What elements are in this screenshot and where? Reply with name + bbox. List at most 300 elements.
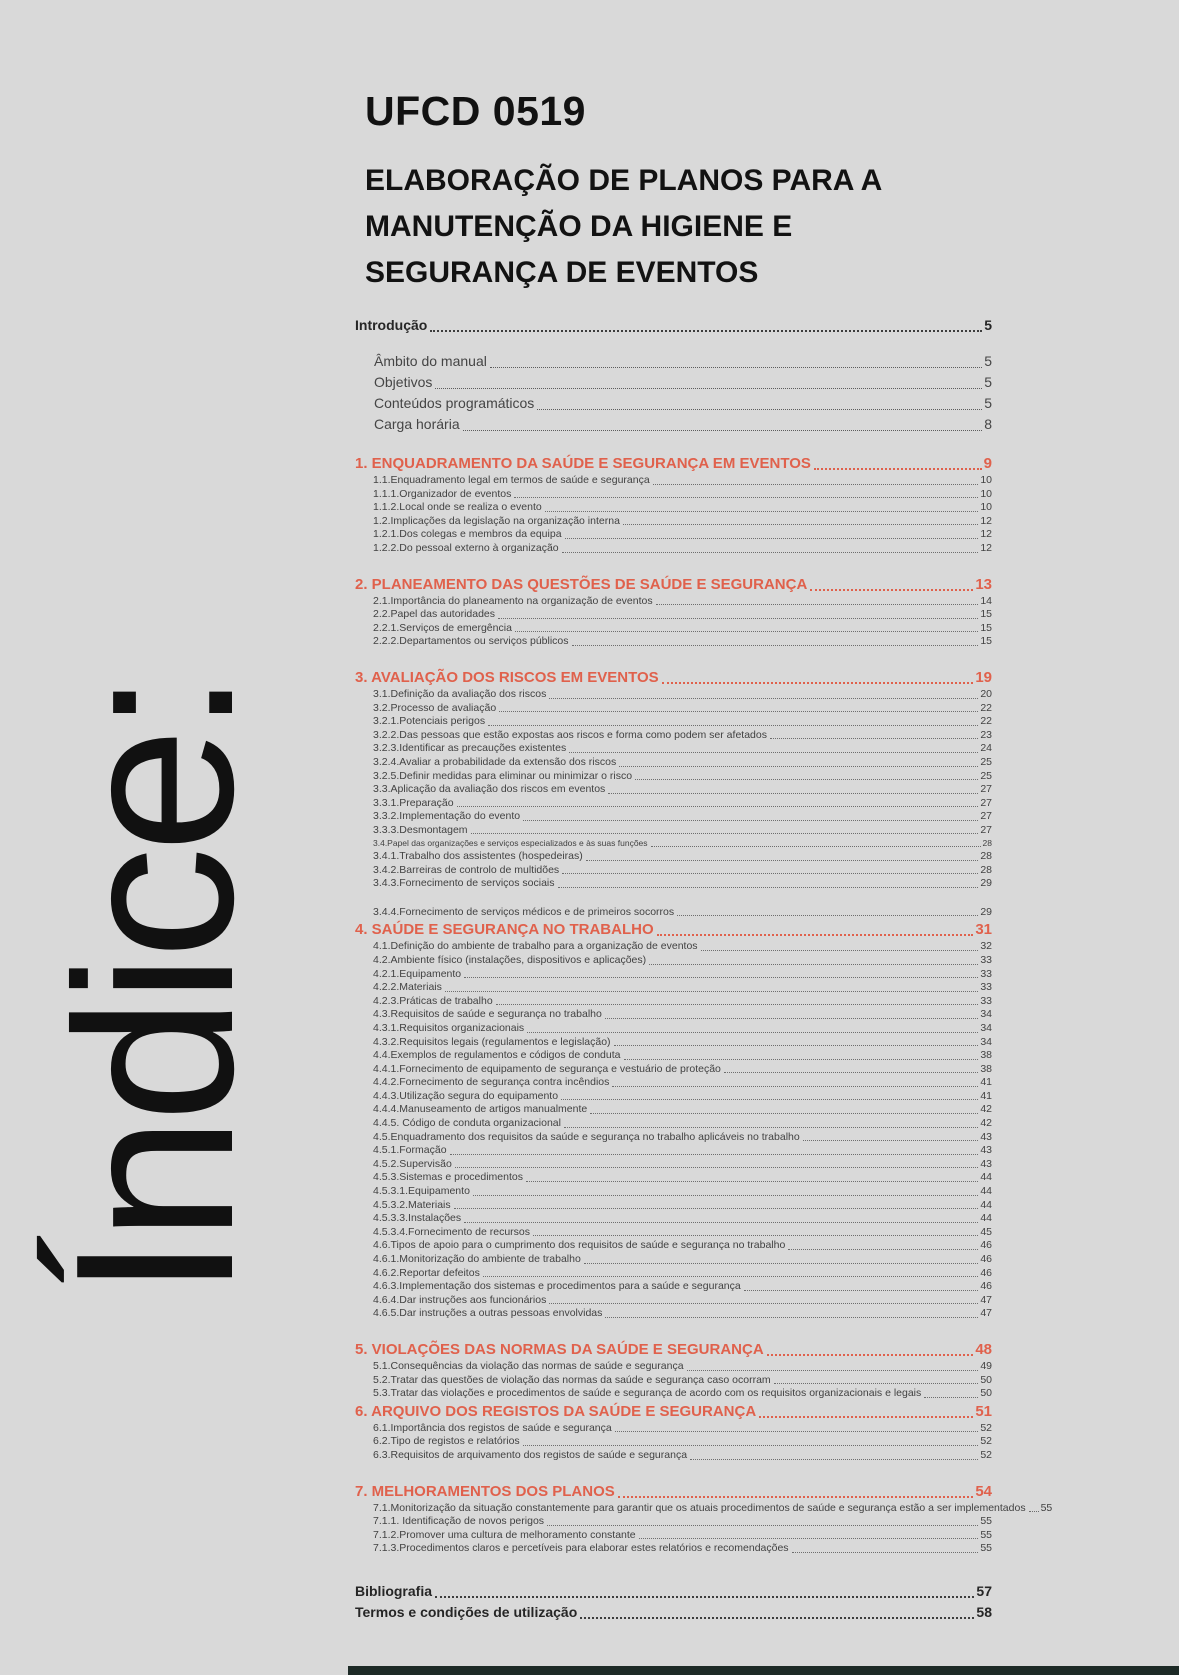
- toc-page-number: 41: [980, 1076, 992, 1089]
- toc-entry: [355, 1501, 1053, 1516]
- toc-page-number: 42: [980, 1117, 992, 1130]
- toc-entry-label: 4.5.2.Supervisão: [373, 1157, 452, 1170]
- toc-page-number: 45: [980, 1225, 992, 1238]
- toc-page-number: 27: [980, 796, 992, 809]
- toc-entry: [355, 1602, 992, 1623]
- toc-entry: [355, 742, 992, 756]
- toc-dot-leader: [549, 698, 978, 699]
- toc-entry-label: 5.3.Tratar das violações e procedimentos de saúde e segurança de acordo com os requisitos organizacionais e legais: [373, 1387, 922, 1400]
- toc-entry-label: 1.2.2.Do pessoal externo à organização: [373, 541, 559, 554]
- toc-entry: [355, 1090, 992, 1104]
- toc-page-number: 44: [980, 1212, 992, 1225]
- toc-entry-label: 6. ARQUIVO DOS REGISTOS DA SAÚDE E SEGURANÇA: [355, 1402, 757, 1420]
- toc-page-number: 44: [980, 1198, 992, 1211]
- toc-dot-leader: [488, 725, 978, 726]
- toc-entry: [355, 372, 992, 393]
- toc-entry-label: 3.4.4.Fornecimento de serviços médicos e de primeiros socorros: [373, 905, 675, 918]
- toc-entry: [355, 488, 992, 502]
- document-title: [365, 158, 985, 296]
- toc-page-number: 12: [980, 514, 992, 527]
- toc-dot-leader: [624, 1059, 979, 1060]
- toc-dot-leader: [564, 1127, 978, 1128]
- toc-dot-leader: [430, 330, 982, 332]
- toc-dot-leader: [514, 497, 978, 498]
- toc-entry: [355, 1307, 992, 1321]
- toc-entry: [355, 1280, 992, 1294]
- toc-page-number: 14: [980, 594, 992, 607]
- toc-dot-leader: [803, 1140, 979, 1141]
- toc-page-number: 5: [984, 395, 992, 411]
- toc-entry-label: 7. MELHORAMENTOS DOS PLANOS: [355, 1482, 615, 1500]
- toc-entry-label: 3.4.Papel das organizações e serviços especializados e às suas funções: [373, 838, 648, 849]
- toc-entry-label: 6.3.Requisitos de arquivamento dos registos de saúde e segurança: [373, 1448, 688, 1461]
- toc-entry: [355, 1360, 992, 1374]
- toc-entry-label: 5.1.Consequências da violação das normas de saúde e segurança: [373, 1359, 684, 1372]
- toc-page-number: 58: [976, 1603, 992, 1620]
- toc-entry: [355, 850, 992, 864]
- toc-entry: [355, 954, 992, 968]
- toc-entry-label: 4.5.3.Sistemas e procedimentos: [373, 1171, 523, 1184]
- toc-dot-leader: [545, 511, 979, 512]
- toc-dot-leader: [483, 1276, 978, 1277]
- toc-page-number: 48: [975, 1340, 992, 1358]
- toc-entry: [355, 1449, 992, 1463]
- toc-entry-label: 1.2.1.Dos colegas e membros da equipa: [373, 528, 562, 541]
- toc-dot-leader: [744, 1290, 979, 1291]
- toc-dot-leader: [523, 820, 978, 821]
- toc-dot-leader: [586, 860, 979, 861]
- toc-dot-leader: [473, 1195, 978, 1196]
- toc-entry: [355, 1515, 992, 1529]
- toc-page-number: 43: [980, 1157, 992, 1170]
- toc-page-number: 52: [980, 1421, 992, 1434]
- toc-dot-leader: [701, 950, 979, 951]
- toc-entry: [355, 688, 992, 702]
- toc-entry: [355, 622, 992, 636]
- toc-entry: [355, 501, 992, 515]
- table-of-contents: [355, 314, 1053, 1623]
- toc-entry-label: 4.6.Tipos de apoio para o cumprimento dos requisitos de saúde e segurança no trabalho: [373, 1239, 786, 1252]
- course-code-title: UFCD 0519: [365, 88, 586, 134]
- toc-dot-leader: [584, 1263, 979, 1264]
- toc-dot-leader: [537, 409, 982, 410]
- toc-entry-label: 4.5.3.3.Instalações: [373, 1212, 462, 1225]
- toc-entry-label: 4.4.3.Utilização segura do equipamento: [373, 1089, 559, 1102]
- toc-entry: [355, 919, 992, 940]
- toc-dot-leader: [561, 1099, 978, 1100]
- toc-page-number: 33: [980, 994, 992, 1007]
- toc-entry-label: 1.2.Implicações da legislação na organização interna: [373, 514, 620, 527]
- toc-page-number: 47: [980, 1307, 992, 1320]
- toc-entry: [355, 608, 992, 622]
- toc-dot-leader: [496, 1004, 979, 1005]
- toc-entry: [355, 1103, 992, 1117]
- toc-dot-leader: [526, 1181, 978, 1182]
- toc-entry-label: 4.3.2.Requisitos legais (regulamentos e legislação): [373, 1035, 611, 1048]
- toc-page-number: 12: [980, 541, 992, 554]
- toc-entry-label: 4.5.3.2.Materiais: [373, 1198, 451, 1211]
- toc-entry: [355, 1063, 992, 1077]
- toc-page-number: 23: [980, 728, 992, 741]
- toc-dot-leader: [435, 388, 982, 389]
- toc-entry: [355, 453, 992, 474]
- toc-dot-leader: [490, 367, 982, 368]
- toc-dot-leader: [814, 468, 982, 470]
- toc-entry-label: 4.2.2.Materiais: [373, 981, 442, 994]
- toc-page-number: 28: [982, 838, 992, 849]
- toc-page-number: 38: [980, 1049, 992, 1062]
- toc-entry: [355, 1267, 992, 1281]
- toc-entry: [355, 1226, 992, 1240]
- toc-dot-leader: [445, 991, 978, 992]
- toc-entry-label: 2.2.2.Departamentos ou serviços públicos: [373, 635, 569, 648]
- toc-page-number: 33: [980, 953, 992, 966]
- toc-page-number: 34: [980, 1021, 992, 1034]
- toc-dot-leader: [649, 964, 978, 965]
- toc-entry-label: 2. PLANEAMENTO DAS QUESTÕES DE SAÚDE E SEGURANÇA: [355, 575, 808, 593]
- toc-entry-label: Conteúdos programáticos: [374, 395, 535, 411]
- toc-entry-label: 4.6.1.Monitorização do ambiente de trabalho: [373, 1253, 581, 1265]
- toc-entry-label: 4.5.Enquadramento dos requisitos da saúde e segurança no trabalho aplicáveis no trabalho: [373, 1130, 800, 1143]
- toc-page-number: 31: [975, 921, 992, 939]
- toc-entry: [355, 1294, 992, 1308]
- toc-dot-leader: [810, 589, 973, 591]
- toc-entry: [355, 574, 992, 595]
- toc-page-number: 46: [980, 1253, 992, 1265]
- toc-entry-label: Carga horária: [374, 416, 460, 432]
- toc-entry-label: 2.1.Importância do planeamento na organização de eventos: [373, 594, 653, 607]
- toc-page-number: 5: [984, 317, 992, 333]
- toc-page-number: 52: [980, 1435, 992, 1448]
- toc-dot-leader: [455, 1167, 979, 1168]
- toc-entry: [355, 729, 992, 743]
- toc-entry-label: 3.2.5.Definir medidas para eliminar ou minimizar o risco: [373, 769, 633, 782]
- toc-page-number: 46: [980, 1266, 992, 1279]
- toc-entry-label: 3.3.Aplicação da avaliação dos riscos em eventos: [373, 783, 606, 796]
- toc-entry: [355, 1339, 992, 1360]
- toc-entry-label: 3.2.4.Avaliar a probabilidade da extensão dos riscos: [373, 755, 617, 768]
- toc-entry-label: 4.5.3.1.Equipamento: [373, 1185, 470, 1198]
- toc-entry: [355, 877, 992, 891]
- toc-entry: [355, 1022, 992, 1036]
- toc-entry-label: 3.3.1.Preparação: [373, 796, 454, 809]
- toc-entry-label: 4.5.3.4.Fornecimento de recursos: [373, 1225, 530, 1238]
- toc-entry: [355, 393, 992, 414]
- toc-entry: [355, 1239, 992, 1253]
- toc-entry: [355, 351, 992, 372]
- toc-entry-label: 4.4.4.Manuseamento de artigos manualmente: [373, 1103, 588, 1116]
- toc-entry-label: 4. SAÚDE E SEGURANÇA NO TRABALHO: [355, 921, 654, 939]
- toc-page-number: 49: [980, 1359, 992, 1372]
- toc-page-number: 43: [980, 1130, 992, 1143]
- toc-dot-leader: [612, 1086, 978, 1087]
- toc-page-number: 22: [980, 715, 992, 728]
- toc-entry-label: 2.2.1.Serviços de emergência: [373, 621, 512, 634]
- toc-dot-leader: [618, 1496, 974, 1498]
- toc-dot-leader: [605, 1018, 978, 1019]
- toc-page-number: 50: [980, 1373, 992, 1386]
- toc-page-number: 15: [980, 635, 992, 648]
- toc-entry: [355, 1387, 992, 1401]
- toc-page-number: 10: [980, 487, 992, 500]
- toc-dot-leader: [580, 1617, 974, 1619]
- toc-entry-label: 3.3.3.Desmontagem: [373, 823, 468, 836]
- toc-page-number: 5: [984, 374, 992, 390]
- toc-dot-leader: [656, 604, 979, 605]
- toc-page-number: 27: [980, 810, 992, 823]
- toc-entry-label: 3.3.2.Implementação do evento: [373, 810, 521, 823]
- toc-page-number: 10: [980, 501, 992, 514]
- toc-dot-leader: [608, 793, 978, 794]
- toc-entry: [355, 1212, 992, 1226]
- toc-entry: [355, 1036, 992, 1050]
- toc-entry-label: 7.1.3.Procedimentos claros e percetíveis para elaborar estes relatórios e recomendações: [373, 1542, 789, 1555]
- index-side-label: Índice:: [28, 677, 280, 1298]
- toc-page-number: 15: [980, 608, 992, 621]
- toc-entry-label: 4.5.1.Formação: [373, 1144, 447, 1157]
- toc-dot-leader: [924, 1397, 978, 1398]
- toc-dot-leader: [687, 1370, 979, 1371]
- toc-dot-leader: [515, 631, 978, 632]
- toc-entry: [355, 1131, 992, 1145]
- toc-entry-label: 3.4.3.Fornecimento de serviços sociais: [373, 877, 555, 890]
- toc-page-number: 55: [980, 1515, 992, 1528]
- toc-entry-label: Objetivos: [374, 374, 433, 390]
- toc-entry: [355, 1581, 992, 1602]
- toc-dot-leader: [767, 1354, 974, 1356]
- toc-entry: [355, 1422, 992, 1436]
- toc-entry: [355, 1542, 992, 1556]
- toc-page-number: 46: [980, 1280, 992, 1293]
- toc-dot-leader: [565, 538, 979, 539]
- toc-dot-leader: [562, 552, 979, 553]
- toc-page-number: 52: [980, 1448, 992, 1461]
- toc-entry-label: 4.6.2.Reportar defeitos: [373, 1266, 480, 1279]
- toc-entry-label: 1.1.2.Local onde se realiza o evento: [373, 501, 542, 514]
- toc-page-number: 28: [980, 863, 992, 876]
- toc-entry-label: 3.4.1.Trabalho dos assistentes (hospedeiras): [373, 849, 583, 862]
- toc-dot-leader: [572, 645, 979, 646]
- toc-entry: [355, 1401, 992, 1422]
- toc-dot-leader: [547, 1525, 978, 1526]
- toc-page-number: 55: [980, 1528, 992, 1541]
- toc-page-number: 44: [980, 1171, 992, 1184]
- toc-page-number: 33: [980, 981, 992, 994]
- toc-entry-label: 4.2.1.Equipamento: [373, 967, 462, 980]
- toc-entry-label: 2.2.Papel das autoridades: [373, 608, 496, 621]
- toc-entry: [355, 1076, 992, 1090]
- toc-page-number: 55: [980, 1542, 992, 1555]
- toc-entry: [355, 667, 992, 688]
- toc-dot-leader: [623, 524, 978, 525]
- toc-dot-leader: [614, 1045, 979, 1046]
- toc-page-number: 41: [980, 1089, 992, 1102]
- toc-dot-leader: [619, 766, 978, 767]
- toc-entry: [355, 1008, 992, 1022]
- toc-page-number: 51: [975, 1402, 992, 1420]
- toc-dot-leader: [562, 873, 978, 874]
- toc-dot-leader: [527, 1032, 978, 1033]
- toc-page-number: 50: [980, 1387, 992, 1400]
- toc-entry-label: 1.1.1.Organizador de eventos: [373, 487, 512, 500]
- toc-entry-label: 6.1.Importância dos registos de saúde e segurança: [373, 1421, 612, 1434]
- toc-page-number: 9: [983, 455, 992, 472]
- toc-entry-label: 4.6.4.Dar instruções aos funcionários: [373, 1293, 547, 1306]
- toc-page-number: 55: [1040, 1501, 1053, 1514]
- toc-entry-label: 3.4.2.Barreiras de controlo de multidões: [373, 863, 560, 876]
- toc-page-number: 43: [980, 1144, 992, 1157]
- toc-page-number: 29: [980, 905, 992, 918]
- toc-dot-leader: [471, 833, 979, 834]
- toc-dot-leader: [662, 682, 974, 684]
- toc-dot-leader: [615, 1431, 979, 1432]
- toc-entry: [355, 1253, 992, 1267]
- toc-page-number: 10: [980, 474, 992, 486]
- toc-dot-leader: [435, 1596, 974, 1598]
- toc-page-number: 46: [980, 1239, 992, 1252]
- toc-dot-leader: [651, 846, 981, 847]
- toc-entry: [355, 756, 992, 770]
- toc-entry-label: 6.2.Tipo de registos e relatórios: [373, 1435, 520, 1448]
- toc-entry-label: 4.2.Ambiente físico (instalações, dispositivos e aplicações): [373, 953, 647, 966]
- toc-dot-leader: [657, 934, 974, 936]
- toc-entry-label: 4.3.1.Requisitos organizacionais: [373, 1021, 525, 1034]
- toc-entry-label: 4.6.5.Dar instruções a outras pessoas envolvidas: [373, 1307, 603, 1320]
- toc-dot-leader: [523, 1445, 979, 1446]
- toc-entry-label: 3.1.Definição da avaliação dos riscos: [373, 687, 547, 700]
- toc-entry-label: 3.2.1.Potenciais perigos: [373, 715, 486, 728]
- toc-entry: [355, 542, 992, 556]
- toc-entry: [355, 940, 992, 954]
- toc-page-number: 27: [980, 823, 992, 836]
- toc-page-number: 24: [980, 742, 992, 755]
- toc-entry-label: 3.2.2.Das pessoas que estão expostas aos riscos e forma como podem ser afetados: [373, 728, 767, 741]
- toc-dot-leader: [569, 752, 978, 753]
- toc-dot-leader: [1029, 1511, 1039, 1512]
- toc-page-number: 13: [975, 575, 992, 593]
- toc-entry: [355, 1529, 992, 1543]
- toc-entry: [355, 474, 992, 488]
- toc-entry: [355, 1374, 992, 1388]
- toc-entry-label: 4.1.Definição do ambiente de trabalho para a organização de eventos: [373, 940, 698, 953]
- toc-entry-label: Introdução: [355, 317, 428, 333]
- toc-entry: [355, 981, 992, 995]
- toc-entry: [355, 1185, 992, 1199]
- bottom-accent-bar: [348, 1666, 1179, 1675]
- toc-dot-leader: [464, 1222, 978, 1223]
- toc-entry-label: 4.4.1.Fornecimento de equipamento de segurança e vestuário de proteção: [373, 1062, 721, 1075]
- toc-entry-label: 4.4.5. Código de conduta organizacional: [373, 1117, 561, 1130]
- toc-entry-label: 7.1.1. Identificação de novos perigos: [373, 1515, 545, 1528]
- toc-page-number: 22: [980, 701, 992, 714]
- toc-entry: [355, 824, 992, 838]
- toc-entry: [355, 314, 992, 336]
- toc-page-number: 54: [975, 1482, 992, 1500]
- toc-page-number: 8: [984, 416, 992, 432]
- toc-entry: [355, 1171, 992, 1185]
- toc-dot-leader: [774, 1383, 979, 1384]
- toc-entry-label: 4.4.2.Fornecimento de segurança contra incêndios: [373, 1076, 610, 1089]
- toc-entry-label: 7.1.2.Promover uma cultura de melhoramento constante: [373, 1528, 636, 1541]
- toc-entry: [355, 1435, 992, 1449]
- document-title-line3: SEGURANÇA DE EVENTOS: [365, 256, 759, 289]
- toc-page-number: 32: [980, 940, 992, 953]
- document-title-line1: ELABORAÇÃO DE PLANOS PARA A: [365, 164, 883, 197]
- toc-dot-leader: [770, 738, 978, 739]
- toc-dot-leader: [498, 618, 978, 619]
- toc-entry: [355, 995, 992, 1009]
- toc-entry: [355, 783, 992, 797]
- toc-dot-leader: [533, 1235, 978, 1236]
- toc-entry-label: 3.2.Processo de avaliação: [373, 701, 497, 714]
- toc-page-number: 33: [980, 967, 992, 980]
- toc-page-number: 29: [980, 877, 992, 890]
- toc-dot-leader: [590, 1113, 978, 1114]
- toc-page-number: 38: [980, 1062, 992, 1075]
- toc-entry: [355, 968, 992, 982]
- toc-dot-leader: [450, 1154, 979, 1155]
- toc-entry-label: Bibliografia: [355, 1582, 433, 1599]
- toc-dot-leader: [690, 1459, 978, 1460]
- toc-entry-label: Âmbito do manual: [374, 353, 487, 369]
- toc-entry: [355, 528, 992, 542]
- toc-entry: [355, 1117, 992, 1131]
- toc-entry-label: 4.3.Requisitos de saúde e segurança no trabalho: [373, 1008, 602, 1021]
- toc-dot-leader: [759, 1416, 973, 1418]
- toc-dot-leader: [792, 1552, 979, 1553]
- toc-entry: [355, 770, 992, 784]
- toc-entry: [355, 1049, 992, 1063]
- toc-page-number: 12: [980, 528, 992, 541]
- toc-page-number: 57: [976, 1582, 992, 1599]
- toc-page-number: 25: [980, 769, 992, 782]
- toc-page-number: 27: [980, 783, 992, 796]
- toc-entry-label: 4.2.3.Práticas de trabalho: [373, 994, 493, 1007]
- toc-page-number: 42: [980, 1103, 992, 1116]
- toc-page-number: 25: [980, 755, 992, 768]
- toc-dot-leader: [499, 711, 978, 712]
- toc-entry-label: 1.1.Enquadramento legal em termos de saúde e segurança: [373, 474, 650, 486]
- toc-entry-label: 3.2.3.Identificar as precauções existentes: [373, 742, 567, 755]
- toc-entry: [355, 1158, 992, 1172]
- toc-dot-leader: [464, 977, 978, 978]
- toc-page-number: 15: [980, 621, 992, 634]
- toc-entry: [355, 797, 992, 811]
- toc-entry-label: 4.4.Exemplos de regulamentos e códigos de conduta: [373, 1049, 621, 1062]
- toc-page-number: 47: [980, 1293, 992, 1306]
- toc-entry-label: 5. VIOLAÇÕES DAS NORMAS DA SAÚDE E SEGURANÇA: [355, 1340, 764, 1358]
- toc-page-number: 44: [980, 1185, 992, 1198]
- document-title-line2: MANUTENÇÃO DA HIGIENE E: [365, 210, 793, 243]
- toc-dot-leader: [677, 915, 978, 916]
- toc-dot-leader: [639, 1538, 979, 1539]
- toc-dot-leader: [635, 779, 978, 780]
- toc-page-number: 20: [980, 687, 992, 700]
- toc-entry: [355, 715, 992, 729]
- toc-dot-leader: [549, 1303, 978, 1304]
- toc-dot-leader: [463, 430, 983, 431]
- toc-entry-label: Termos e condições de utilização: [355, 1603, 578, 1620]
- toc-entry: [355, 837, 992, 850]
- toc-entry: [355, 702, 992, 716]
- toc-page-number: 34: [980, 1035, 992, 1048]
- toc-entry: [355, 906, 992, 920]
- toc-entry: [355, 1481, 992, 1502]
- toc-entry: [355, 810, 992, 824]
- toc-dot-leader: [653, 484, 979, 485]
- toc-entry: [355, 595, 992, 609]
- toc-entry: [355, 414, 992, 435]
